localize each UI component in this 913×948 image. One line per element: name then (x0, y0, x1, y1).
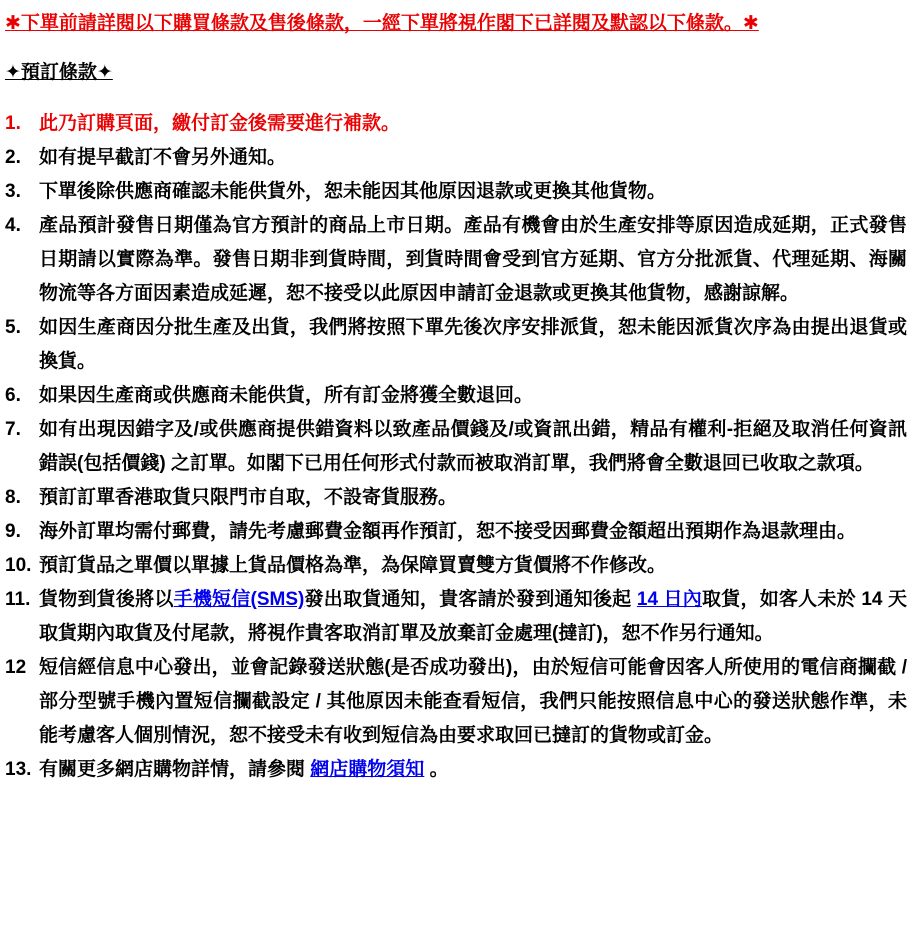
term-item-7 (5, 413, 907, 481)
item-text: 此乃訂購頁面，繳付訂金後需要進行補款。 (39, 113, 401, 134)
term-item-11 (5, 583, 907, 651)
term-item-3 (5, 175, 907, 209)
term-item-6 (5, 379, 907, 413)
item-text: 產品預計發售日期僅為官方預計的商品上市日期。產品有機會由於生產安排等原因造成延期，正式發售日期請以實際為準。發售日期非到貨時間，到貨時間會受到官方延期、官方分批派貨、代理延期、海關物流等各方面因素造成延遲，恕不接受以此原因申請訂金退款或更換其他貨物，感謝諒解。 (39, 215, 907, 304)
item-text: 如果因生產商或供應商未能供貨，所有訂金將獲全數退回。 (39, 385, 534, 406)
term-item-4 (5, 209, 907, 311)
item-text: 短信經信息中心發出，並會記錄發送狀態(是否成功發出)，由於短信可能會因客人所使用的電信商攔截 / 部分型號手機內置短信攔截設定 / 其他原因未能查看短信，我們只能按照信息中心的發送狀態作準，未能考慮客人個別情況，恕不接受未有收到短信為由要求取回已撻訂的貨物或訂金。 (39, 657, 907, 746)
term-item-12 (5, 651, 907, 753)
term-item-13 (5, 753, 907, 787)
item-text-segment: 。 (424, 759, 449, 780)
item-number: 5. (5, 317, 21, 338)
item-text-segment: 取貨，如客人未於 14 天取貨期內取貨及付尾款，將視作貴客取消訂單及放棄訂金處理(撻訂)，恕不作另行通知。 (39, 589, 907, 644)
item-text-segment: 貨物到貨後將以 (39, 589, 174, 610)
section-title-preorder-terms: ✦預訂條款✦ (5, 62, 113, 83)
item-text: 海外訂單均需付郵費，請先考慮郵費金額再作預訂，恕不接受因郵費金額超出預期作為退款理由。 (39, 521, 857, 542)
item-number: 12 (5, 657, 27, 678)
item-text: 如有提早截訂不會另外通知。 (39, 147, 287, 168)
term-item-10 (5, 549, 907, 583)
item-number: 3. (5, 181, 21, 202)
item-text: 如因生產商因分批生產及出貨，我們將按照下單先後次序安排派貨，恕未能因派貨次序為由提出退貨或換貨。 (39, 317, 907, 372)
item-number: 8. (5, 487, 21, 508)
item-number: 10. (5, 555, 32, 576)
item-text: 預訂貨品之單價以單據上貨品價格為準，為保障買賣雙方貨價將不作修改。 (39, 555, 667, 576)
terms-list (5, 107, 907, 787)
item-number: 11. (5, 589, 31, 610)
item-text-segment: 有關更多網店購物詳情，請參閱 (39, 759, 311, 780)
sms-notification-link[interactable]: 手機短信(SMS) (173, 589, 305, 610)
item-number: 1. (5, 113, 21, 134)
item-text-segment: 發出取貨通知，貴客請於發到通知後起 (304, 589, 637, 610)
item-text (39, 753, 907, 787)
terms-header: ✱下單前請詳閱以下購買條款及售後條款，一經下單將視作閣下已詳閱及默認以下條款。✱ (5, 13, 759, 34)
item-number: 13. (5, 759, 32, 780)
item-text: 下單後除供應商確認未能供貨外，恕未能因其他原因退款或更換其他貨物。 (39, 181, 667, 202)
term-item-8 (5, 481, 907, 515)
pickup-deadline-link[interactable]: 14 日內 (636, 589, 703, 610)
item-number: 4. (5, 215, 21, 236)
term-item-1 (5, 107, 907, 141)
term-item-9 (5, 515, 907, 549)
item-number: 2. (5, 147, 21, 168)
item-number: 9. (5, 521, 21, 542)
item-number: 7. (5, 419, 21, 440)
item-text (39, 583, 907, 651)
item-text: 預訂訂單香港取貨只限門市自取，不設寄貨服務。 (39, 487, 458, 508)
term-item-2 (5, 141, 907, 175)
item-text: 如有出現因錯字及/或供應商提供錯資料以致產品價錢及/或資訊出錯，精品有權利-拒絕及取消任何資訊錯誤(包括價錢) 之訂單。如閣下已用任何形式付款而被取消訂單，我們將會全數退回已收取之款項。 (39, 419, 907, 474)
item-number: 6. (5, 385, 21, 406)
term-item-5 (5, 311, 907, 379)
online-store-shopping-notes-link[interactable]: 網店購物須知 (310, 759, 425, 780)
